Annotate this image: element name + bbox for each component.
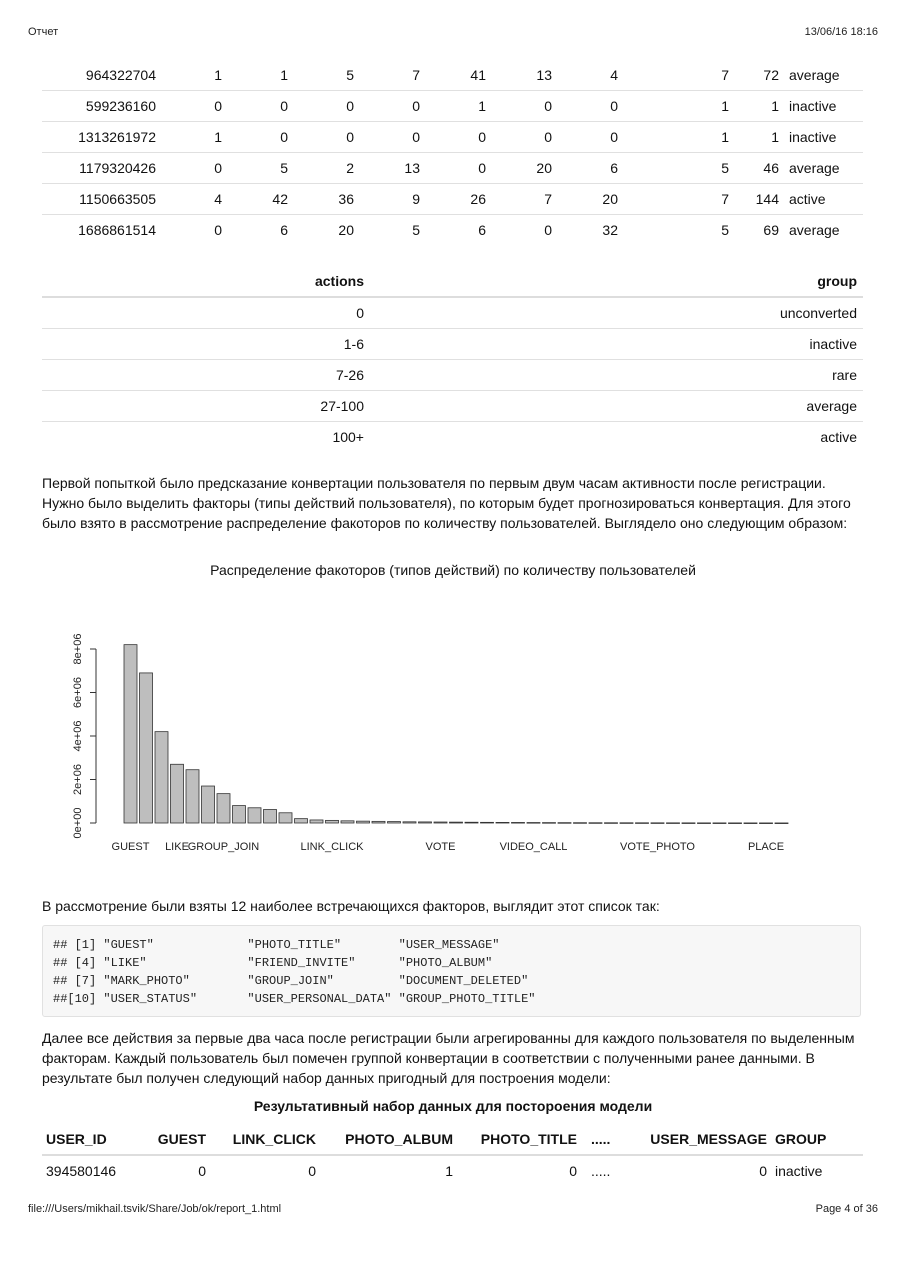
table-cell: active <box>779 184 863 215</box>
table-cell: 20 <box>338 222 354 238</box>
page-header-date: 13/06/16 18:16 <box>804 26 878 38</box>
table-cell: 0 <box>569 1163 577 1179</box>
y-tick-label: 2e+06 <box>72 764 84 795</box>
table-cell: 0 <box>354 122 420 153</box>
code-line: ## [1] "GUEST" "PHOTO_TITLE" "USER_MESSAGE" <box>53 938 500 952</box>
table-cell: 7 <box>618 60 729 91</box>
table-cell: 7 <box>354 60 420 91</box>
table-row <box>42 184 863 215</box>
x-tick-label: VOTE_PHOTO <box>620 841 695 853</box>
col-header-ellipsis: ..... <box>577 1124 617 1155</box>
chart-bar <box>543 823 556 824</box>
table-cell: 1 <box>618 122 729 153</box>
table-row <box>42 122 863 153</box>
x-tick-label: GUEST <box>111 841 150 853</box>
chart-bar <box>760 823 773 824</box>
chart-bar <box>217 794 230 823</box>
table-cell: 0 <box>214 222 222 238</box>
table-cell: average <box>789 222 840 238</box>
table-cell: 42 <box>222 184 288 215</box>
chart-bar <box>527 823 540 824</box>
chart-bar <box>279 813 292 823</box>
table-cell: 1686861514 <box>78 222 156 238</box>
table-cell: 7 <box>486 184 552 215</box>
table-cell: 6 <box>280 222 288 238</box>
table-cell: 0 <box>308 1163 316 1179</box>
table-cell: 4 <box>156 184 222 215</box>
table-cell: inactive <box>370 329 863 360</box>
chart-bar <box>744 823 757 824</box>
table-cell: 27-100 <box>42 391 370 422</box>
table-cell: 20 <box>552 184 618 215</box>
chart-bar <box>140 673 153 823</box>
chart-bar <box>620 823 633 824</box>
table-cell: 0 <box>288 91 354 122</box>
code-line: ##[10] "USER_STATUS" "USER_PERSONAL_DATA" "GROUP_PHOTO_TITLE" <box>53 992 536 1006</box>
table-row <box>42 153 863 184</box>
table-cell: 5 <box>618 153 729 184</box>
table-cell: 599236160 <box>42 91 156 122</box>
table-cell: 7 <box>618 184 729 215</box>
table-cell: 0 <box>198 1163 206 1179</box>
table-row <box>42 297 863 329</box>
col-header-photo-album: PHOTO_ALBUM <box>316 1124 453 1155</box>
chart-bar <box>372 821 385 823</box>
chart-bar <box>512 822 525 823</box>
col-header-group: group <box>370 266 863 297</box>
chart-bar <box>357 821 370 823</box>
table-cell: 1-6 <box>42 329 370 360</box>
dataset-table-title: Результативный набор данных для постороения модели <box>253 1098 653 1114</box>
x-tick-label: PLACE <box>747 841 785 853</box>
code-line: ## [4] "LIKE" "FRIEND_INVITE" "PHOTO_ALBUM" <box>53 956 493 970</box>
code-output-block <box>42 925 861 1017</box>
table-cell: 1 <box>222 60 288 91</box>
table-cell: 1 <box>156 60 222 91</box>
table-cell: 13 <box>354 153 420 184</box>
table-cell: 1 <box>729 91 779 122</box>
table-cell: 0 <box>156 91 222 122</box>
table-cell: 144 <box>729 184 779 215</box>
table-cell: 46 <box>729 153 779 184</box>
user-actions-table <box>42 60 863 245</box>
table-row <box>42 1155 863 1186</box>
chart-bar <box>248 808 261 823</box>
chart-bar <box>171 764 184 823</box>
table-cell: 5 <box>412 222 420 238</box>
table-cell: 0 <box>42 297 370 329</box>
chart-bar <box>589 823 602 824</box>
table-row <box>42 60 863 91</box>
factor-distribution-chart <box>40 620 820 860</box>
col-header-photo-title: PHOTO_TITLE <box>453 1124 577 1155</box>
chart-bar <box>651 823 664 824</box>
table-cell: 69 <box>763 222 779 238</box>
table-cell: 0 <box>222 122 288 153</box>
table-row <box>42 391 863 422</box>
table-cell: average <box>779 153 863 184</box>
chart-bar <box>388 822 401 823</box>
dataset-table <box>42 1124 863 1186</box>
y-tick-label: 6e+06 <box>72 677 84 708</box>
col-header-link-click: LINK_CLICK <box>206 1124 316 1155</box>
table-cell: average <box>370 391 863 422</box>
table-cell: 5 <box>721 222 729 238</box>
table-cell: 6 <box>552 153 618 184</box>
table-cell: 1 <box>729 122 779 153</box>
page-footer-path: file:///Users/mikhail.tsvik/Share/Job/ok/report_1.html <box>28 1203 282 1215</box>
table-cell: 0 <box>156 153 222 184</box>
page-header-title: Отчет <box>28 26 59 38</box>
table-cell: 5 <box>288 60 354 91</box>
table-cell: 0 <box>222 91 288 122</box>
chart-bar <box>667 823 680 824</box>
table-cell: 1 <box>420 91 486 122</box>
table-cell: 0 <box>354 91 420 122</box>
table-cell: 41 <box>420 60 486 91</box>
table-cell: 32 <box>602 222 618 238</box>
table-cell: 5 <box>222 153 288 184</box>
table-cell: 20 <box>486 153 552 184</box>
chart-bar <box>698 823 711 824</box>
page-footer-page-number: Page 4 of 36 <box>815 1203 878 1215</box>
x-tick-label: GROUP_JOIN <box>187 841 260 853</box>
col-header-actions: actions <box>42 266 370 297</box>
x-tick-label: VIDEO_CALL <box>499 841 568 853</box>
table-cell: 72 <box>729 60 779 91</box>
table-row <box>42 329 863 360</box>
chart-bar <box>233 806 246 823</box>
table-cell: 13 <box>486 60 552 91</box>
table-cell: 394580146 <box>46 1163 117 1179</box>
col-header-user-message: USER_MESSAGE <box>617 1124 767 1155</box>
chart-bar <box>636 823 649 824</box>
table-cell: 6 <box>478 222 486 238</box>
table-cell: 4 <box>552 60 618 91</box>
table-cell: 1179320426 <box>42 153 156 184</box>
table-row <box>42 91 863 122</box>
chart-bar <box>481 822 494 823</box>
table-cell: 0 <box>544 222 552 238</box>
table-cell: 100+ <box>332 429 364 445</box>
table-row <box>42 215 863 246</box>
table-cell: 1150663505 <box>42 184 156 215</box>
table-cell: active <box>820 429 857 445</box>
chart-bar <box>186 770 199 823</box>
table-cell: 7-26 <box>42 360 370 391</box>
chart-bar <box>202 786 215 823</box>
x-tick-label: LINK_CLICK <box>300 841 364 853</box>
table-cell: 36 <box>288 184 354 215</box>
table-cell: inactive <box>775 1163 823 1179</box>
chart-bar <box>310 820 323 823</box>
chart-bar <box>496 822 509 823</box>
chart-bar <box>403 822 416 823</box>
table-cell: 1313261972 <box>42 122 156 153</box>
chart-bar <box>682 823 695 824</box>
paragraph-aggregation: Далее все действия за первые два часа после регистрации были агрегированны для каждого пользователя по выделенным факторам. Каждый пользователь был помечен группой конвертации в соответствии с полученными ранее данными. В результате был получен следующий набор данных пригодный для построения модели: <box>42 1030 855 1086</box>
paragraph-top-factors: В рассмотрение были взяты 12 наиболее встречающихся факторов, выглядит этот список так: <box>42 898 660 914</box>
col-header-group: GROUP <box>767 1124 863 1155</box>
table-cell: 964322704 <box>42 60 156 91</box>
chart-bar <box>434 822 447 823</box>
chart-title: Распределение факоторов (типов действий) по количеству пользователей <box>210 562 696 578</box>
table-cell: 0 <box>420 122 486 153</box>
table-cell: unconverted <box>370 297 863 329</box>
table-cell: 0 <box>486 91 552 122</box>
table-cell: ..... <box>591 1163 611 1179</box>
table-cell: 0 <box>759 1163 767 1179</box>
table-cell: 26 <box>420 184 486 215</box>
col-header-guest: GUEST <box>140 1124 206 1155</box>
table-cell: average <box>779 60 863 91</box>
table-cell: 1 <box>618 91 729 122</box>
y-tick-label: 8e+06 <box>72 633 84 665</box>
chart-bar <box>729 823 742 824</box>
chart-bar <box>450 822 463 823</box>
chart-bar <box>465 822 478 823</box>
chart-bar <box>713 823 726 824</box>
x-tick-label: LIKE <box>165 841 189 853</box>
chart-bar <box>155 732 168 823</box>
y-tick-label: 0e+00 <box>72 807 84 839</box>
chart-bar <box>419 822 432 823</box>
chart-bar <box>326 820 339 823</box>
chart-bar <box>295 819 308 823</box>
chart-bar <box>558 823 571 824</box>
chart-bar <box>574 823 587 824</box>
table-cell: 0 <box>486 122 552 153</box>
table-cell: 0 <box>420 153 486 184</box>
table-cell: 1 <box>445 1163 453 1179</box>
table-cell: 0 <box>552 91 618 122</box>
x-tick-label: VOTE <box>425 841 456 853</box>
groups-table <box>42 266 863 452</box>
paragraph-intro: Первой попыткой было предсказание конвертации пользователя по первым двум часам активности после регистрации. Нужно было выделить факторы (типы действий пользователя), по которым будет прогнозироваться конвертация. Для этого было взято в рассмотрение распределение факоторов по количеству пользователей. Выглядело оно следующим образом: <box>42 475 851 531</box>
table-cell: rare <box>370 360 863 391</box>
table-cell: 1 <box>156 122 222 153</box>
table-cell: 2 <box>288 153 354 184</box>
chart-bar <box>605 823 618 824</box>
chart-bar <box>341 821 354 823</box>
table-cell: 9 <box>354 184 420 215</box>
chart-bar <box>264 810 277 823</box>
table-row <box>42 422 863 453</box>
y-tick-label: 4e+06 <box>72 720 84 752</box>
col-header-user-id: USER_ID <box>42 1124 140 1155</box>
table-cell: 0 <box>552 122 618 153</box>
table-cell: inactive <box>779 91 863 122</box>
table-cell: 0 <box>288 122 354 153</box>
table-row <box>42 360 863 391</box>
table-cell: inactive <box>779 122 863 153</box>
chart-bar <box>124 645 137 823</box>
chart-bar <box>775 823 788 824</box>
code-line: ## [7] "MARK_PHOTO" "GROUP_JOIN" "DOCUMENT_DELETED" <box>53 974 529 988</box>
